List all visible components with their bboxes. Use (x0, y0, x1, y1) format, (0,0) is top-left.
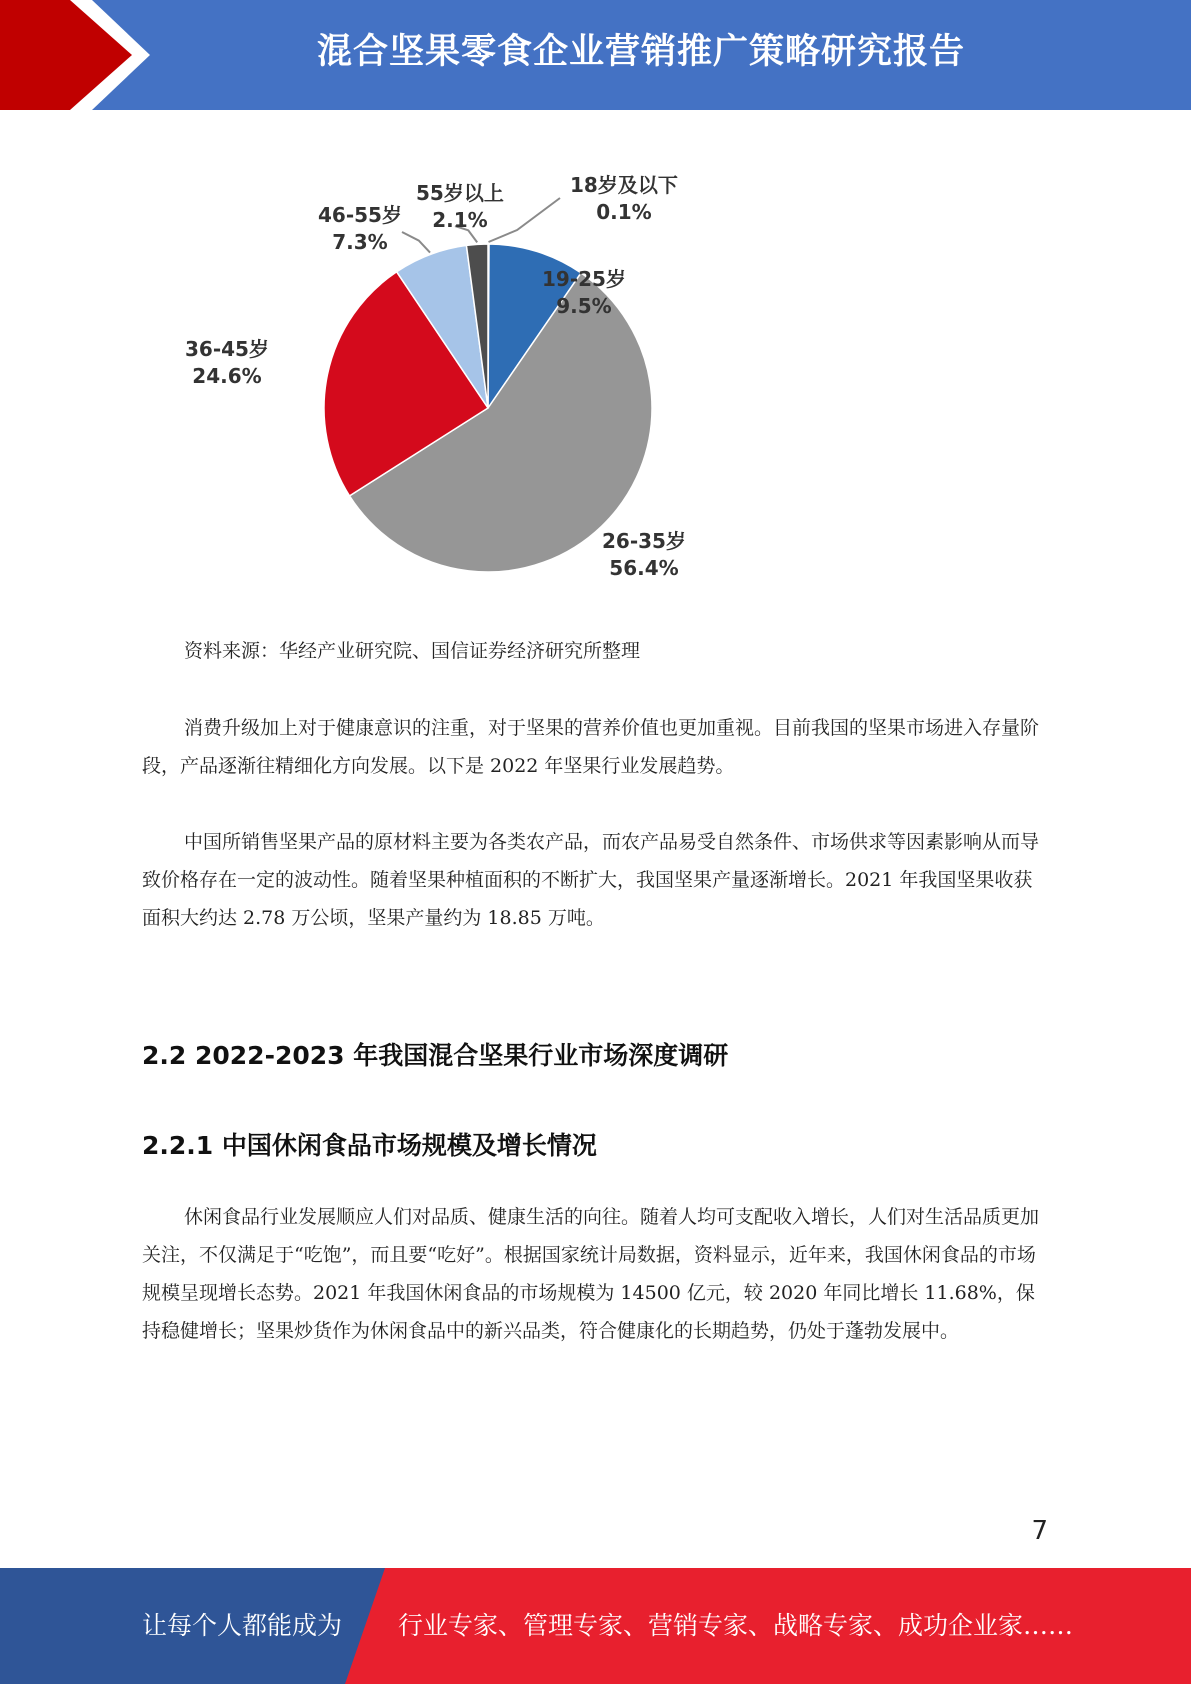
page-footer (0, 1568, 1191, 1684)
pie-label-26-35: 26-35岁 56.4% (602, 529, 686, 580)
pie-label-19-25: 19-25岁 9.5% (542, 267, 626, 318)
footer-slogan-right: 行业专家、管理专家、营销专家、战略专家、成功企业家…… (398, 1611, 1074, 1640)
paragraph-1 (142, 709, 1047, 785)
paragraph-3 (142, 1198, 1047, 1350)
pie-label-36-45: 36-45岁 24.6% (185, 337, 269, 388)
age-pie-chart (170, 160, 730, 600)
pie-label-55-over: 55岁以上 2.1% (416, 181, 504, 232)
report-title: 混合坚果零食企业营销推广策略研究报告 (316, 32, 965, 72)
section-heading-2-2: 2.2 2022-2023 年我国混合坚果行业市场深度调研 (142, 1041, 729, 1070)
pie-label-46-55: 46-55岁 7.3% (318, 203, 402, 254)
paragraph-2-text: 中国所销售坚果产品的原材料主要为各类农产品，而农产品易受自然条件、市场供求等因素影响从而导致价格存在一定的波动性。随着坚果种植面积的不断扩大，我国坚果产量逐渐增长。2021 年我国坚果收获面积大约达 2.78 万公顷，坚果产量约为 18.85 万吨。 (142, 831, 1040, 929)
page-number: 7 (1031, 1516, 1048, 1546)
paragraph-1-text: 消费升级加上对于健康意识的注重，对于坚果的营养价值也更加重视。目前我国的坚果市场进入存量阶段，产品逐渐往精细化方向发展。以下是 2022 年坚果行业发展趋势。 (142, 717, 1040, 777)
footer-slogan-left: 让每个人都能成为 (142, 1611, 343, 1640)
section-heading-2-2-1: 2.2.1 中国休闲食品市场规模及增长情况 (142, 1131, 597, 1160)
page-header (0, 0, 1191, 110)
leader-line-4 (402, 232, 430, 253)
pie-label-18-under: 18岁及以下 0.1% (570, 173, 678, 224)
paragraph-2 (142, 823, 1047, 937)
chart-source: 资料来源：华经产业研究院、国信证券经济研究所整理 (184, 640, 641, 662)
paragraph-3-text: 休闲食品行业发展顺应人们对品质、健康生活的向往。随着人均可支配收入增长，人们对生活品质更加关注，不仅满足于“吃饱”，而且要“吃好”。根据国家统计局数据，资料显示，近年来，我国休闲食品的市场规模呈现增长态势。2021 年我国休闲食品的市场规模为 14500 亿元，较 2020 年同比增长 11.68%，保持稳健增长；坚果炒货作为休闲食品中的新兴品类，符合健康化的长期趋势，仍处于蓬勃发展中。 (142, 1206, 1040, 1342)
